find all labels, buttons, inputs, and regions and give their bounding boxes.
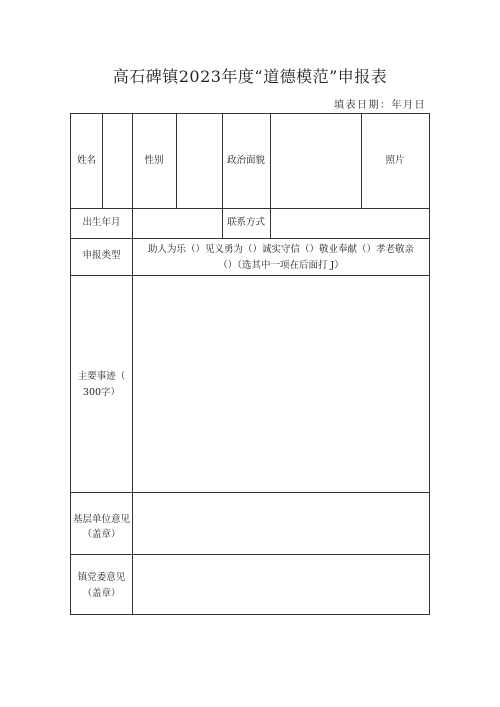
col-divider [176, 114, 177, 208]
party-committee-opinion-seal: （盖章） [82, 588, 121, 599]
row-divider [71, 275, 429, 276]
contact-label: 联系方式 [226, 217, 265, 228]
photo-label: 照片 [385, 155, 405, 166]
party-committee-opinion-label: 镇党委意见 [77, 572, 126, 583]
application-type-options: 助人为乐（）见义勇为（）诚实守信（）敬业奉献（）孝老敬亲 [147, 244, 414, 255]
name-label: 姓名 [76, 155, 96, 166]
unit-opinion-label: 基层单位意见 [72, 514, 130, 525]
gender-label: 性别 [144, 155, 164, 166]
row-divider [71, 208, 429, 209]
main-deeds-label: 主要事迹（ [77, 371, 126, 382]
main-deeds-word-limit: 300字） [82, 387, 121, 398]
row-divider [71, 554, 429, 555]
application-type-label: 申报类型 [82, 250, 121, 261]
form-title: 高石碑镇2023年度“道德模范”申报表 [112, 67, 388, 86]
col-divider [132, 114, 133, 614]
application-form-table [70, 113, 430, 615]
fill-date: 填表日期：年月日 [334, 100, 426, 111]
row-divider [71, 492, 429, 493]
row-divider [71, 238, 429, 239]
col-divider [270, 114, 271, 238]
application-type-instructions: （）（选其中一项在后面打 J） [218, 260, 344, 271]
birth-date-label: 出生年月 [82, 217, 121, 228]
political-status-label: 政治面貌 [226, 155, 265, 166]
col-divider [102, 114, 103, 208]
unit-opinion-seal: （盖章） [82, 529, 121, 540]
